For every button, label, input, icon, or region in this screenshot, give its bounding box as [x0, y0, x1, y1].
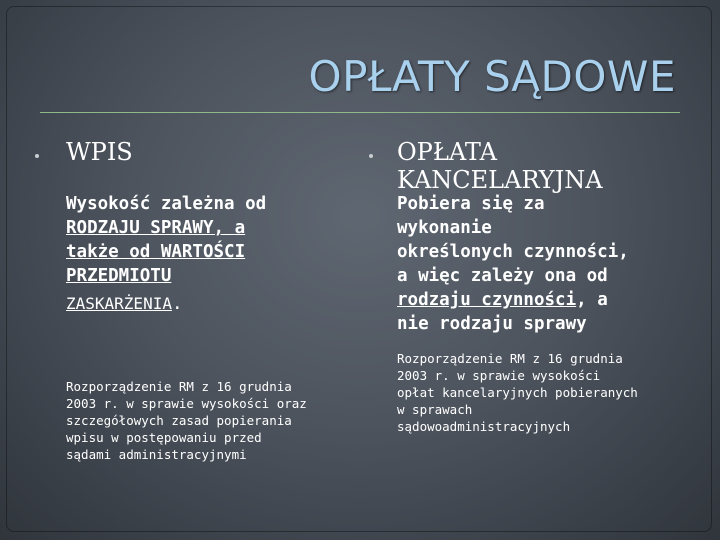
left-description-line: PRZEDMIOTU — [66, 266, 172, 286]
left-description-line — [66, 240, 266, 264]
right-description — [397, 192, 629, 336]
left-description — [66, 192, 266, 316]
left-description-line: RODZAJU SPRAWY, a — [66, 218, 246, 238]
left-regulation-line: 2003 r. w sprawie wysokości oraz — [66, 396, 307, 411]
right-description-line: wykonanie — [397, 218, 492, 238]
right-description-emphasis: rodzaju czynności — [397, 290, 577, 310]
right-description-line: nie rodzaju sprawy — [397, 314, 587, 334]
right-description-segment: , a — [576, 290, 608, 310]
left-regulation-line: wpisu w postępowaniu przed — [66, 430, 262, 445]
right-description-line: określonych czynności, — [397, 242, 629, 262]
right-description-line: a więc zależy ona od — [397, 266, 608, 286]
right-regulation-line: 2003 r. w sprawie wysokości — [397, 368, 601, 383]
slide-title: OPŁATY SĄDOWE — [308, 52, 676, 101]
bullet-dot-icon — [35, 154, 39, 158]
right-heading-line: KANCELARYJNA — [397, 166, 603, 194]
left-description-segment: . — [171, 294, 183, 314]
right-regulation-line: w sprawach — [397, 402, 473, 417]
left-description-segment: także od — [66, 242, 161, 262]
left-description-emphasis: ZASKARŻENIA — [66, 294, 172, 313]
left-description-emphasis: WARTOŚCI — [160, 242, 246, 262]
right-description-line: Pobiera się za — [397, 194, 545, 214]
right-regulation — [397, 350, 638, 435]
title-divider — [40, 112, 680, 113]
bullet-dot-icon — [369, 154, 373, 158]
right-description-line — [397, 288, 629, 312]
right-regulation-line: sądowoadministracyjnych — [397, 419, 571, 434]
left-regulation-line: sądami administracyjnymi — [66, 447, 247, 462]
right-heading — [397, 138, 603, 194]
left-regulation — [66, 378, 307, 463]
left-regulation-line: Rozporządzenie RM z 16 grudnia — [66, 379, 292, 394]
left-heading: WPIS — [66, 138, 133, 166]
right-regulation-line: opłat kancelaryjnych pobieranych — [397, 385, 638, 400]
left-description-line: Wysokość zależna od — [66, 194, 267, 214]
left-description-line — [66, 292, 266, 316]
right-regulation-line: Rozporządzenie RM z 16 grudnia — [397, 351, 623, 366]
right-heading-line: OPŁATA — [397, 138, 497, 166]
left-regulation-line: szczegółowych zasad popierania — [66, 413, 292, 428]
